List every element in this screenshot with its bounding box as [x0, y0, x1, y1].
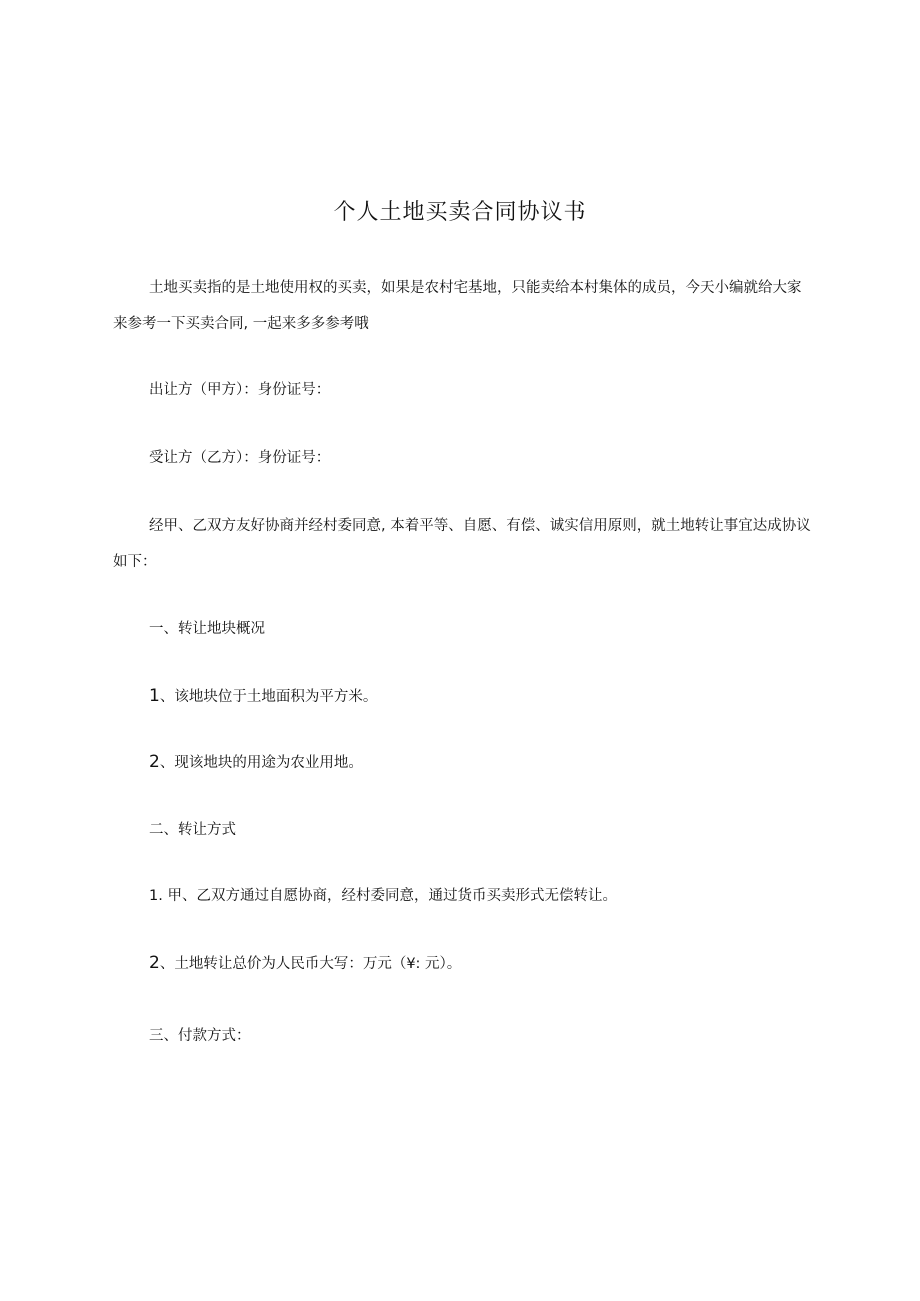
party-b-line: 受让方（乙方）：身份证号：	[149, 450, 331, 466]
agreement-intro-paragraph: 经甲、乙双方友好协商并经村委同意, 本着平等、自愿、有偿、诚实信用原则，就土地转让事宜达成协议如下：	[113, 518, 811, 570]
party-a-line: 出让方（甲方）：身份证号：	[149, 382, 331, 398]
item-number: 2	[149, 752, 160, 772]
item-number: 1	[149, 686, 160, 706]
intro-paragraph: 土地买卖指的是土地使用权的买卖，如果是农村宅基地，只能卖给本村集体的成员，今天小编就给大家来参考一下买卖合同, 一起来多多参考哦	[113, 280, 802, 332]
item-text: 、该地块位于土地面积为平方米。	[159, 689, 378, 705]
item-text: 、土地转让总价为人民币大写：万元（¥: 元）。	[159, 956, 462, 972]
section-1-item-1	[113, 684, 813, 709]
section-1-item-2	[113, 750, 813, 775]
section-3-heading: 三、付款方式：	[149, 1028, 251, 1044]
section-2-heading: 二、转让方式	[149, 822, 236, 838]
section-2-item-2	[113, 951, 813, 976]
document-title: 个人土地买卖合同协议书	[333, 200, 587, 225]
item-number: 2	[149, 953, 160, 973]
item-text: 、现该地块的用途为农业用地。	[159, 755, 363, 771]
section-1-heading: 一、转让地块概况	[149, 621, 265, 637]
section-2-item-1: 1. 甲、乙双方通过自愿协商，经村委同意，通过货币买卖形式无偿转让。	[149, 888, 617, 904]
